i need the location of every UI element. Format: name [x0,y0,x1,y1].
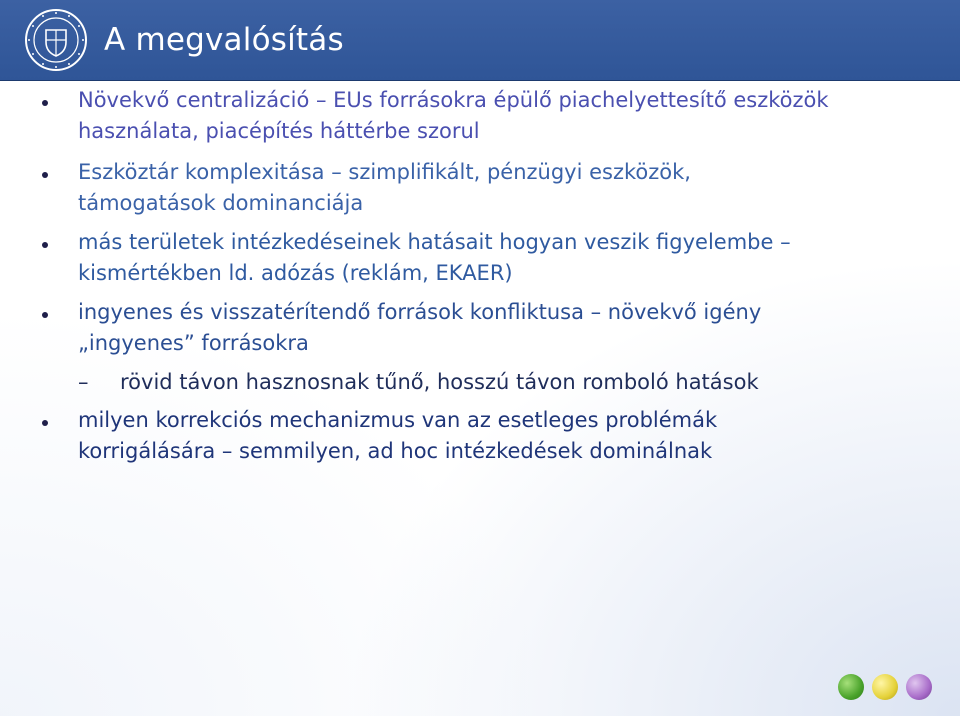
bullet-text-line: milyen korrekciós mechanizmus van az esetleges problémák [78,408,718,432]
sub-bullet-dash: – [78,370,89,394]
bullet-dot-icon [42,172,48,178]
sub-bullet-text: rövid távon hasznosnak tűnő, hosszú távon romboló hatások [120,370,759,394]
green-circle-icon [838,674,864,700]
bullet-text-line: más területek intézkedéseinek hatásait hogyan veszik figyelembe – [78,230,791,254]
bullet-dot-icon [42,100,48,106]
bullet-dot-icon [42,420,48,426]
yellow-circle-icon [872,674,898,700]
purple-circle-icon [906,674,932,700]
title-bar [0,0,960,80]
bullet-text-line: korrigálására – semmilyen, ad hoc intézkedések dominálnak [78,439,713,463]
footer-icons [838,674,938,702]
bullet-text-line: ingyenes és visszatérítendő források konfliktusa – növekvő igény [78,300,762,324]
bullet-dot-icon [42,242,48,248]
bullet-text-line: kismértékben ld. adózás (reklám, EKAER) [78,261,513,285]
university-seal-icon [24,8,88,72]
bullet-text-line: támogatások dominanciája [78,191,364,215]
bullet-text-line: használata, piacépítés háttérbe szorul [78,119,480,143]
bullet-text-line: Eszköztár komplexitása – szimplifikált, pénzügyi eszközök, [78,160,691,184]
bullet-text-line: „ingyenes” forrásokra [78,331,309,355]
slide-title: A megvalósítás [104,22,344,58]
bullet-text-line: Növekvő centralizáció – EUs forrásokra épülő piachelyettesítő eszközök [78,88,829,112]
bullet-dot-icon [42,312,48,318]
